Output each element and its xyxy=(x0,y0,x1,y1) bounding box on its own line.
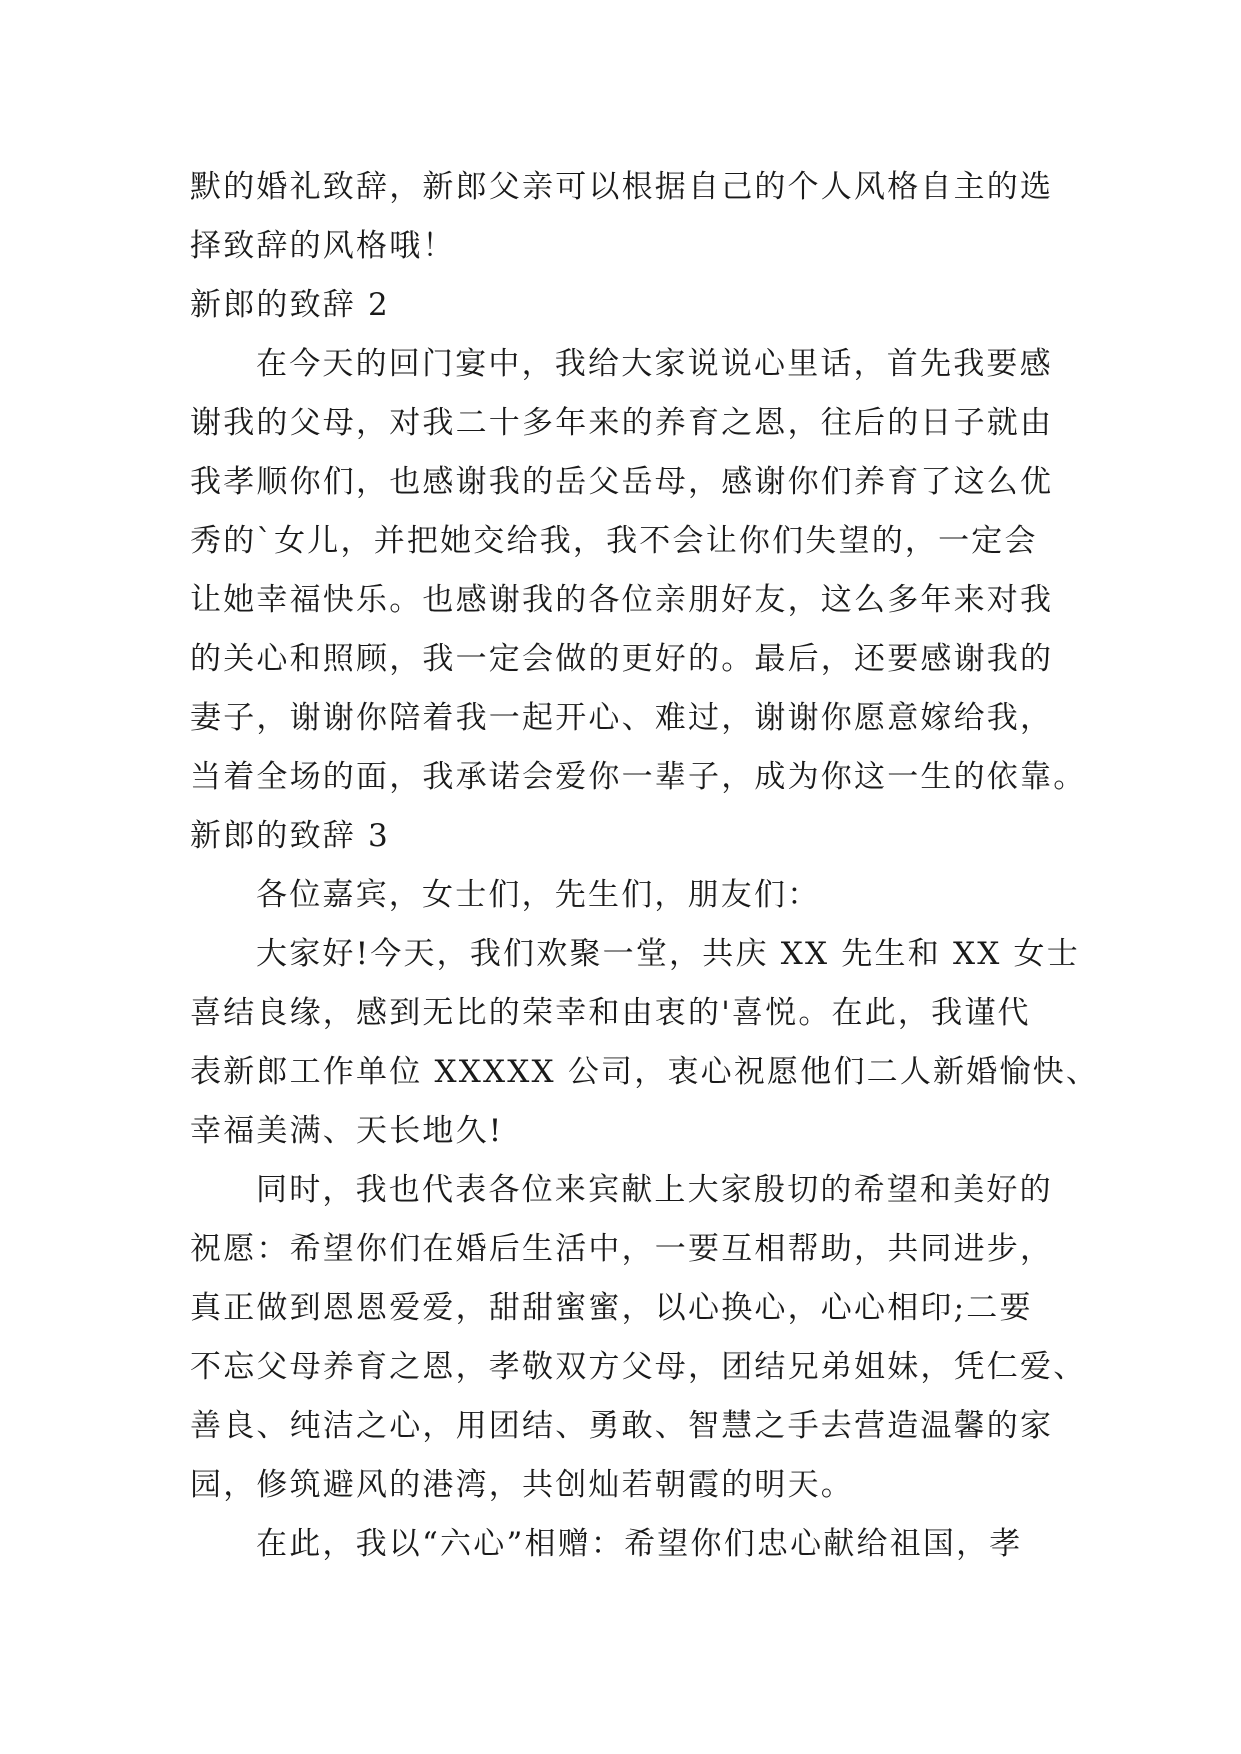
text-line: 同时，我也代表各位来宾献上大家殷切的希望和美好的 xyxy=(256,1172,1053,1208)
text-line: 秀的`女儿，并把她交给我，我不会让你们失望的，一定会 xyxy=(190,523,1038,559)
text-line: 善良、纯洁之心，用团结、勇敢、智慧之手去营造温馨的家 xyxy=(190,1408,1054,1444)
document-body xyxy=(190,158,1100,1574)
text-line: 幸福美满、天长地久! xyxy=(190,1113,504,1149)
text-line: 我孝顺你们，也感谢我的岳父岳母，感谢你们养育了这么优 xyxy=(190,464,1054,500)
text-line: 在此，我以“六心”相赠：希望你们忠心献给祖国，孝 xyxy=(256,1526,1023,1562)
section-heading: 新郎的致辞 2 xyxy=(190,287,390,323)
text-line: 默的婚礼致辞，新郎父亲可以根据自己的个人风格自主的选 xyxy=(190,169,1054,205)
text-line: 择致辞的风格哦！ xyxy=(190,228,456,264)
text-line: 大家好!今天，我们欢聚一堂，共庆 XX 先生和 XX 女士 xyxy=(256,936,1080,972)
text-line: 的关心和照顾，我一定会做的更好的。最后，还要感谢我的 xyxy=(190,641,1054,677)
text-line: 真正做到恩恩爱爱，甜甜蜜蜜，以心换心，心心相印;二要 xyxy=(190,1290,1033,1326)
text-line: 当着全场的面，我承诺会爱你一辈子，成为你这一生的依靠。 xyxy=(190,759,1087,795)
text-line: 祝愿：希望你们在婚后生活中，一要互相帮助，共同进步， xyxy=(190,1231,1054,1267)
text-line: 表新郎工作单位 XXXXX 公司，衷心祝愿他们二人新婚愉快、 xyxy=(190,1054,1100,1090)
text-line: 让她幸福快乐。也感谢我的各位亲朋好友，这么多年来对我 xyxy=(190,582,1054,618)
text-line: 各位嘉宾，女士们，先生们，朋友们： xyxy=(256,877,821,913)
text-line: 在今天的回门宴中，我给大家说说心里话，首先我要感 xyxy=(256,346,1053,382)
text-line: 不忘父母养育之恩，孝敬双方父母，团结兄弟姐妹，凭仁爱、 xyxy=(190,1349,1087,1385)
section-heading: 新郎的致辞 3 xyxy=(190,818,390,854)
text-line: 园，修筑避风的港湾，共创灿若朝霞的明天。 xyxy=(190,1467,854,1503)
text-line: 谢我的父母，对我二十多年来的养育之恩，往后的日子就由 xyxy=(190,405,1054,441)
text-line: 喜结良缘，感到无比的荣幸和由衷的'喜悦。在此，我谨代 xyxy=(190,995,1031,1031)
text-line: 妻子，谢谢你陪着我一起开心、难过，谢谢你愿意嫁给我， xyxy=(190,700,1054,736)
